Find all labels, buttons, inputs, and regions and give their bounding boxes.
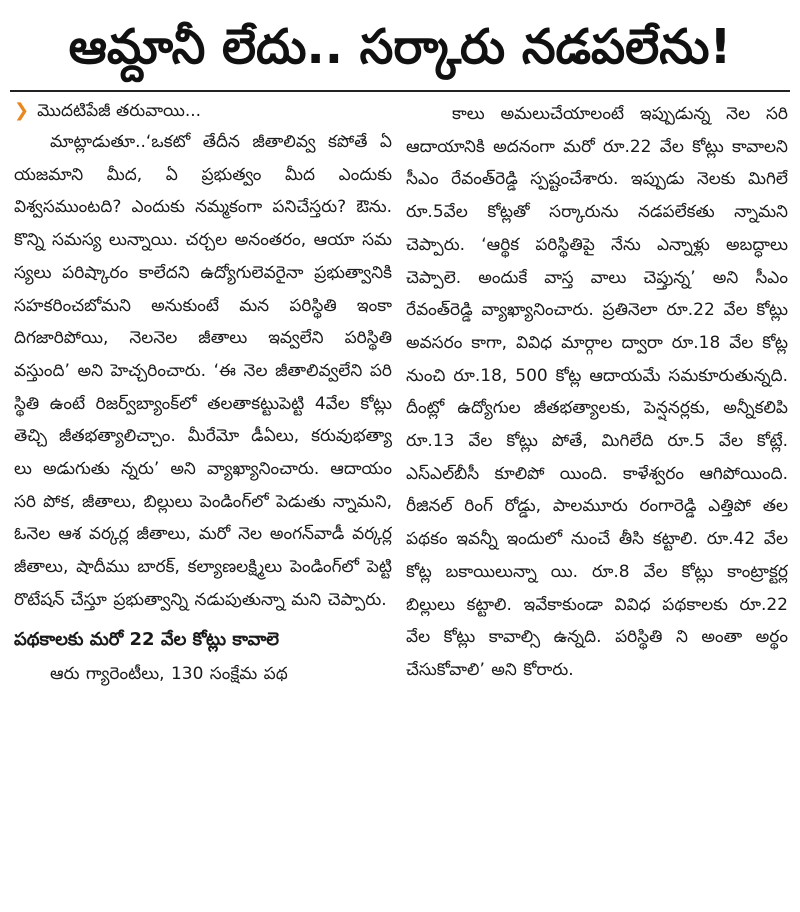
right-column	[406, 98, 788, 689]
body-paragraph: కాలు అమలుచేయాలంటే ఇప్పుడున్న నెల సరి ఆదాయానికి అదనంగా మరో రూ.22 వేల కోట్లు కావాలని సీఎం రేవంత్‌రెడ్డి స్పష్టంచేశారు. ఇప్పుడు నెలకు మిగిలే రూ.5వేల కోట్లతో సర్కారును నడపలేకతు న్నామని చెప్పారు. ‘ఆర్థిక పరిస్థితిపై నేను ఎన్నాళ్లు అబద్ధాలు చెప్పాలె. అందుకే వాస్త వాలు చెప్తున్న’ అని సీఎం రేవంత్‌రెడ్డి వ్యాఖ్యానించారు. ప్రతినెలా రూ.22 వేల కోట్లు అవసరం కాగా, వివిధ మార్గాల ద్వారా రూ.18 వేల కోట్ల నుంచి రూ.18, 500 కోట్ల ఆదాయమే సమకూరుతున్నది. దీంట్లో ఉద్యోగుల జీతభత్యాలకు, పెన్షనర్లకు, అన్నీకలిపి రూ.13 వేల కోట్లు పోతే, మిగిలేది రూ.5 వేల కోట్లే. ఎస్ఎల్‌బీసీ కూలిపో యింది. కాళేశ్వరం ఆగిపోయింది. రీజినల్ రింగ్ రోడ్డు, పాలమూరు రంగారెడ్డి ఎత్తిపో తల పథకం ఇవన్నీ ఇందులో నుంచే తీసి కట్టాలి. రూ.42 వేల కోట్ల బకాయిలున్నా యి. రూ.8 వేల కోట్లు కాంట్రాక్టర్ల బిల్లులు కట్టాలి. ఇవేకాకుండా వివిధ పథకాలకు రూ.22 వేల కోట్లు కావాల్సి ఉన్నది. పరిస్థితి ని అంతా అర్థం చేసుకోవాలి’ అని కోరారు.	[406, 104, 788, 680]
article-columns	[10, 98, 790, 689]
body-paragraph: ఆరు గ్యారెంటీలు, 130 సంక్షేమ పథ	[50, 663, 288, 684]
subheading: పథకాలకు మరో 22 వేల కోట్లు కావాలె	[14, 628, 280, 650]
continuation-kicker	[14, 98, 392, 124]
headline-rule	[10, 90, 790, 92]
chevron-right-icon: ❯	[14, 100, 30, 121]
body-paragraph: మాట్లాడుతూ..‘ఒకటో తేదీన జీతాలివ్వ కపోతే ఏ యజమాని మీద, ఏ ప్రభుత్వం మీద ఎందుకు విశ్వసముంటది? ఎందుకు నమ్మకంగా పనిచేస్తరు? ఔను. కొన్ని సమస్య లున్నాయి. చర్చల అనంతరం, ఆయా సమ స్యలు పరిష్కారం కాలేదని ఉద్యోగులెవరైనా ప్రభుత్వానికి సహకరించబోమని అనుకుంటే మన పరిస్థితి ఇంకా దిగజారిపోయి, నెలనెల జీతాలు ఇవ్వలేని పరిస్థితి వస్తుంది’ అని హెచ్చరించారు. ‘ఈ నెల జీతాలివ్వలేని పరి స్థితి ఉంటే రిజర్వ్‌బ్యాంక్‌లో తలతాకట్టుపెట్టి 4వేల కోట్లు తెచ్చి జీతభత్యాలిచ్చాం. మీరేమో డీఏలు, కరువుభత్యా లు అడుగుతు న్నరు’ అని వ్యాఖ్యానించారు. ఆదాయం సరి పోక, జీతాలు, బిల్లులు పెండింగ్‌లో పెడుతు న్నామని, ఓనెల ఆశ వర్కర్ల జీతాలు, మరో నెల అంగన్‌వాడీ వర్కర్ల జీతాలు, షాదీము బారక్, కల్యాణలక్ష్మిలు పెండింగ్‌లో పెట్టి రొటేషన్ చేస్తూ ప్రభుత్వాన్ని నడుపుతున్నా మని చెప్పారు.	[14, 132, 392, 610]
kicker-label: మొదటిపేజీ తరువాయి...	[37, 101, 202, 121]
headline: ఆమ్దానీ లేదు.. సర్కారు నడపలేను!	[68, 19, 732, 75]
left-column	[10, 98, 392, 689]
